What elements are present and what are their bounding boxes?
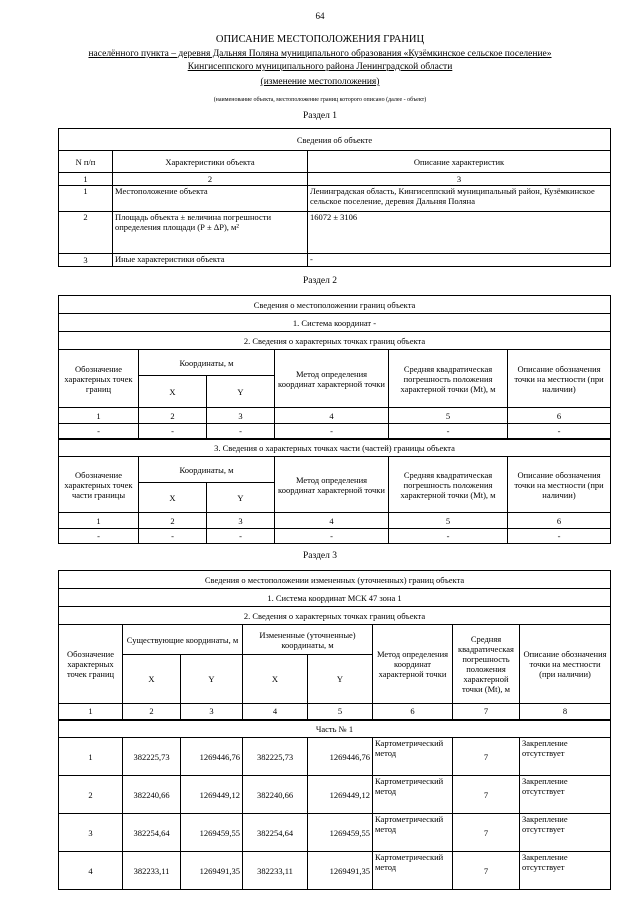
index-cell: 2 xyxy=(113,173,308,186)
subtitle-line-2: Кингисеппского муниципального района Ленинградской области xyxy=(187,62,453,72)
table-row-x-changed: 382254,64 xyxy=(243,814,308,852)
table-row-accuracy: 7 xyxy=(453,852,520,890)
section1-table-title: Сведения об объекте xyxy=(59,129,611,151)
section3-subtitle-points: 2. Сведения о характерных точках границ объекта xyxy=(59,607,611,625)
index-cell: 8 xyxy=(520,704,611,720)
table-row-point: 2 xyxy=(59,776,123,814)
index-cell: 6 xyxy=(508,513,611,529)
page-number: 64 xyxy=(315,11,325,21)
index-cell: 6 xyxy=(373,704,453,720)
header-description: Описание характеристик xyxy=(308,151,611,173)
section2-table xyxy=(58,295,611,544)
table-row-x-existing: 382240,66 xyxy=(123,776,181,814)
index-cell: 5 xyxy=(389,408,508,424)
table-row-y-existing: 1269449,12 xyxy=(181,776,243,814)
col-y: Y xyxy=(181,655,243,704)
table-row-accuracy: 7 xyxy=(453,814,520,852)
table-row-y-existing: 1269459,55 xyxy=(181,814,243,852)
row-number: 2 xyxy=(59,212,113,254)
empty-cell: - xyxy=(59,529,139,544)
table-row-method: Картометрический метод xyxy=(373,738,453,776)
table-row-point: 3 xyxy=(59,814,123,852)
empty-cell: - xyxy=(139,424,207,439)
table-row-desc: Закрепление отсутствует xyxy=(520,738,611,776)
subtitle-note: (наименование объекта, местоположение границ которого описано (далее - объект) xyxy=(213,97,427,103)
index-cell: 5 xyxy=(308,704,373,720)
index-cell: 1 xyxy=(59,173,113,186)
row-description: Ленинградская область, Кингисеппский муниципальный район, Кузёмкинское сельское поселение, деревня Дальняя Поляна xyxy=(308,186,611,212)
col-accuracy: Средняя квадратическая погрешность положения характерной точки (Mt), м xyxy=(389,457,508,513)
table-row-x-existing: 382225,73 xyxy=(123,738,181,776)
row-number: 1 xyxy=(59,186,113,212)
index-cell: 3 xyxy=(308,173,611,186)
table-row-method: Картометрический метод xyxy=(373,852,453,890)
col-point-part: Обозначение характерных точек части границы xyxy=(59,457,139,513)
index-cell: 3 xyxy=(207,408,275,424)
table-row-method: Картометрический метод xyxy=(373,776,453,814)
table-row-desc: Закрепление отсутствует xyxy=(520,852,611,890)
document-title: ОПИСАНИЕ МЕСТОПОЛОЖЕНИЯ ГРАНИЦ xyxy=(215,34,425,45)
empty-cell: - xyxy=(139,529,207,544)
section2-heading: Раздел 2 xyxy=(303,276,337,286)
table-row-x-existing: 382233,11 xyxy=(123,852,181,890)
table-row-x-changed: 382240,66 xyxy=(243,776,308,814)
empty-cell: - xyxy=(508,424,611,439)
index-cell: 1 xyxy=(59,513,139,529)
table-row-desc: Закрепление отсутствует xyxy=(520,814,611,852)
subtitle-line-3: (изменение местоположения) xyxy=(260,77,380,87)
table-row-method: Картометрический метод xyxy=(373,814,453,852)
table-row-y-existing: 1269446,76 xyxy=(181,738,243,776)
table-row-accuracy: 7 xyxy=(453,738,520,776)
col-changed: Измененные (уточненные) координаты, м xyxy=(243,625,373,655)
row-description: - xyxy=(308,254,611,267)
section1-table xyxy=(58,128,611,267)
col-existing: Существующие координаты, м xyxy=(123,625,243,655)
header-n: N п/п xyxy=(59,151,113,173)
empty-cell: - xyxy=(508,529,611,544)
index-cell: 2 xyxy=(139,513,207,529)
col-x: X xyxy=(123,655,181,704)
index-cell: 2 xyxy=(139,408,207,424)
empty-cell: - xyxy=(389,424,508,439)
col-accuracy: Средняя квадратическая погрешность положения характерной точки (Mt), м xyxy=(389,350,508,408)
col-desc: Описание обозначения точки на местности (при наличии) xyxy=(520,625,611,704)
table-row-accuracy: 7 xyxy=(453,776,520,814)
section3-table-title: Сведения о местоположении измененных (уточненных) границ объекта xyxy=(59,571,611,589)
col-method: Метод определения координат характерной точки xyxy=(275,350,389,408)
table-row-x-existing: 382254,64 xyxy=(123,814,181,852)
col-y: Y xyxy=(207,376,275,408)
col-desc: Описание обозначения точки на местности (при наличии) xyxy=(508,350,611,408)
section3-heading: Раздел 3 xyxy=(303,551,337,561)
col-y: Y xyxy=(207,483,275,513)
row-characteristic: Иные характеристики объекта xyxy=(113,254,308,267)
row-characteristic: Площадь объекта ± величина погрешности определения площади (Р ± ΔР), м² xyxy=(113,212,308,254)
table-row-desc: Закрепление отсутствует xyxy=(520,776,611,814)
empty-cell: - xyxy=(389,529,508,544)
col-accuracy: Средняя квадратическая погрешность положения характерной точки (Mt), м xyxy=(453,625,520,704)
index-cell: 4 xyxy=(275,513,389,529)
index-cell: 4 xyxy=(243,704,308,720)
table-row-y-changed: 1269459,55 xyxy=(308,814,373,852)
row-characteristic: Местоположение объекта xyxy=(113,186,308,212)
empty-cell: - xyxy=(59,424,139,439)
col-x: X xyxy=(243,655,308,704)
index-cell: 6 xyxy=(508,408,611,424)
section3-coordinate-system: 1. Система координат МСК 47 зона 1 xyxy=(59,589,611,607)
empty-cell: - xyxy=(275,424,389,439)
table-row-y-changed: 1269449,12 xyxy=(308,776,373,814)
table-row-x-changed: 382233,11 xyxy=(243,852,308,890)
row-description: 16072 ± 3106 xyxy=(308,212,611,254)
empty-cell: - xyxy=(275,529,389,544)
col-x: X xyxy=(139,376,207,408)
table-row-point: 4 xyxy=(59,852,123,890)
col-point: Обозначение характерных точек границ xyxy=(59,350,139,408)
empty-cell: - xyxy=(207,529,275,544)
index-cell: 3 xyxy=(181,704,243,720)
row-number: 3 xyxy=(59,254,113,267)
section2-subtitle-points: 2. Сведения о характерных точках границ объекта xyxy=(59,332,611,350)
index-cell: 1 xyxy=(59,408,139,424)
section2-coordinate-system: 1. Система координат - xyxy=(59,314,611,332)
col-y: Y xyxy=(308,655,373,704)
section3-table xyxy=(58,570,611,890)
section1-heading: Раздел 1 xyxy=(303,111,337,121)
table-row-point: 1 xyxy=(59,738,123,776)
col-coords: Координаты, м xyxy=(139,457,275,483)
col-desc: Описание обозначения точки на местности (при наличии) xyxy=(508,457,611,513)
index-cell: 5 xyxy=(389,513,508,529)
table-row-y-changed: 1269446,76 xyxy=(308,738,373,776)
col-point: Обозначение характерных точек границ xyxy=(59,625,123,704)
index-cell: 1 xyxy=(59,704,123,720)
index-cell: 2 xyxy=(123,704,181,720)
section2-subtitle-part-points: 3. Сведения о характерных точках части (частей) границы объекта xyxy=(59,439,611,457)
col-x: X xyxy=(139,483,207,513)
header-characteristic: Характеристики объекта xyxy=(113,151,308,173)
table-row-x-changed: 382225,73 xyxy=(243,738,308,776)
col-method: Метод определения координат характерной точки xyxy=(373,625,453,704)
index-cell: 4 xyxy=(275,408,389,424)
col-coords: Координаты, м xyxy=(139,350,275,376)
section2-table-title: Сведения о местоположении границ объекта xyxy=(59,296,611,314)
table-row-y-changed: 1269491,35 xyxy=(308,852,373,890)
col-method: Метод определения координат характерной точки xyxy=(275,457,389,513)
empty-cell: - xyxy=(207,424,275,439)
part-label: Часть № 1 xyxy=(59,720,611,738)
subtitle-line-1: населённого пункта – деревня Дальняя Поляна муниципального образования «Кузёмкинское сельское поселение» xyxy=(88,49,552,59)
index-cell: 3 xyxy=(207,513,275,529)
index-cell: 7 xyxy=(453,704,520,720)
table-row-y-existing: 1269491,35 xyxy=(181,852,243,890)
